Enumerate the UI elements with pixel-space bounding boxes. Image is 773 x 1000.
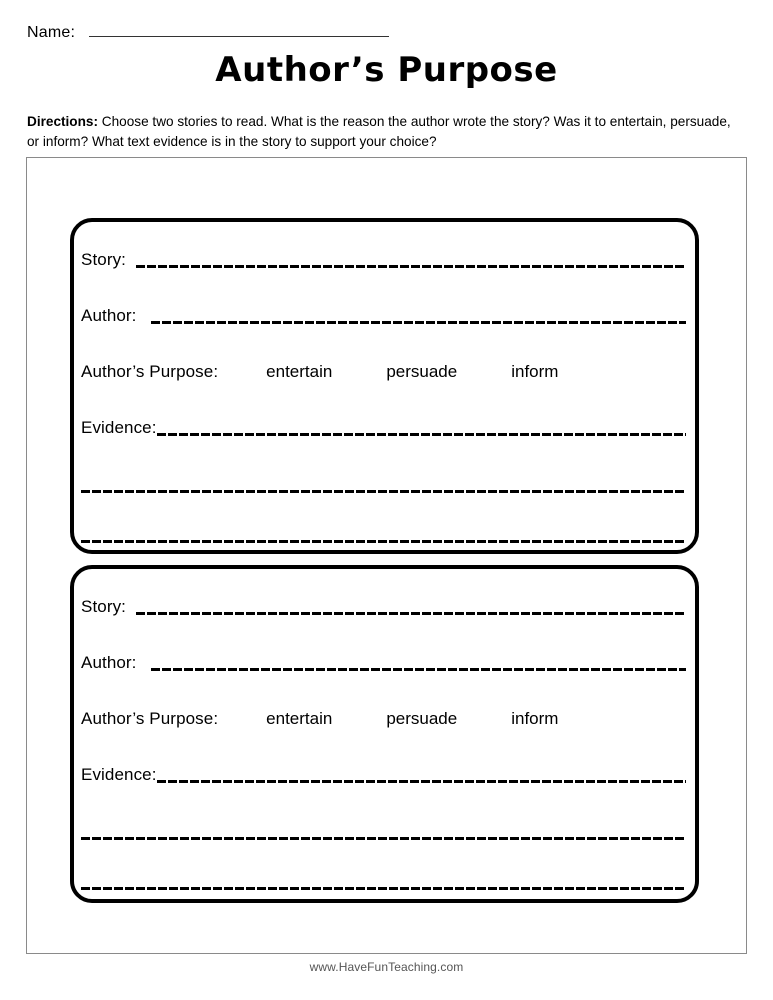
author-row-2 <box>81 653 686 673</box>
evidence-label: Evidence: <box>81 765 157 784</box>
name-label: Name: <box>27 24 76 41</box>
story-entry-box-2-content <box>74 569 695 899</box>
evidence-input-line-2[interactable] <box>81 837 686 840</box>
story-row-1 <box>81 250 686 270</box>
directions-text: Choose two stories to read. What is the reason the author wrote the story? Was it to entertain, persuade, or inform? What text evidence is in the story to support your choice? <box>27 114 731 149</box>
page-title: Author’s Purpose <box>215 50 558 90</box>
name-input[interactable] <box>89 22 389 37</box>
story-entry-box-1 <box>70 218 699 554</box>
evidence-input-line-1[interactable] <box>157 780 686 783</box>
story-input[interactable] <box>136 265 686 268</box>
purpose-option-persuade[interactable]: persuade <box>386 362 458 381</box>
story-entry-box-1-content <box>74 222 695 550</box>
story-label: Story: <box>81 250 127 269</box>
directions-label: Directions: <box>27 114 99 129</box>
purpose-option-persuade[interactable]: persuade <box>386 709 458 728</box>
purpose-option-entertain[interactable]: entertain <box>266 362 333 381</box>
author-input[interactable] <box>151 668 686 671</box>
evidence-input-line-2[interactable] <box>81 490 686 493</box>
author-input[interactable] <box>151 321 686 324</box>
purpose-options-1 <box>218 362 558 382</box>
purpose-label: Author’s Purpose: <box>81 362 219 381</box>
author-row-1 <box>81 306 686 326</box>
purpose-option-inform[interactable]: inform <box>511 362 559 381</box>
purpose-option-entertain[interactable]: entertain <box>266 709 333 728</box>
footer-url: www.HaveFunTeaching.com <box>309 960 464 974</box>
author-label: Author: <box>81 653 137 672</box>
evidence-input-line-3[interactable] <box>81 540 686 543</box>
evidence-input-line-3[interactable] <box>81 887 686 890</box>
story-entry-box-2 <box>70 565 699 903</box>
evidence-row-2 <box>81 765 686 785</box>
story-label: Story: <box>81 597 127 616</box>
author-label: Author: <box>81 306 137 325</box>
story-row-2 <box>81 597 686 617</box>
name-row <box>27 22 427 42</box>
purpose-options-2 <box>218 709 558 729</box>
purpose-option-inform[interactable]: inform <box>511 709 559 728</box>
story-input[interactable] <box>136 612 686 615</box>
purpose-row-2 <box>81 709 686 729</box>
purpose-row-1 <box>81 362 686 382</box>
purpose-label: Author’s Purpose: <box>81 709 219 728</box>
directions <box>27 112 745 151</box>
evidence-input-line-1[interactable] <box>157 433 686 436</box>
evidence-row-1 <box>81 418 686 438</box>
evidence-label: Evidence: <box>81 418 157 437</box>
